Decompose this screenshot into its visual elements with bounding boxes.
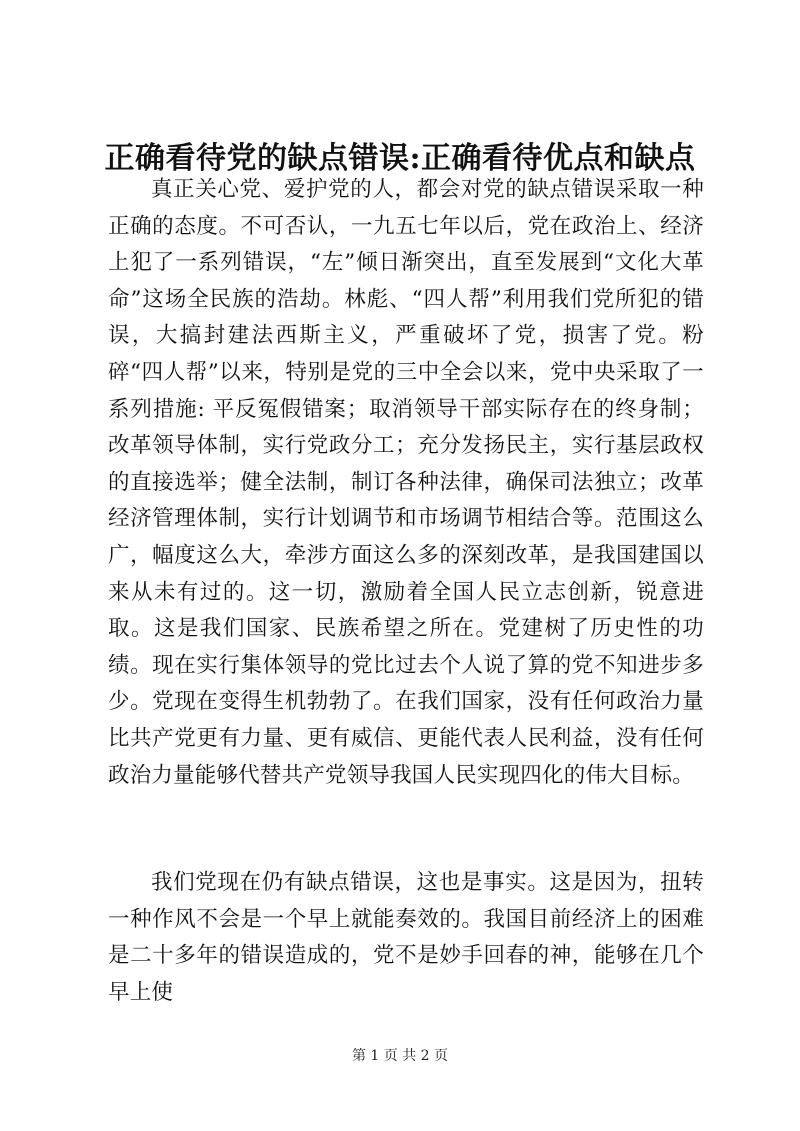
body-paragraph-1: 真正关心党、爱护党的人，都会对党的缺点错误采取一种正确的态度。不可否认，一九五七年以后，党在政治上、经济上犯了一系列错误，“左”倾日渐突出，直至发展到“文化大革命”这场全民族的浩劫。林彪、“四人帮”利用我们党所犯的错误，大搞封建法西斯主义，严重破坏了党，损害了党。粉碎“四人帮”以来，特别是党的三中全会以来，党中央采取了一系列措施: 平反冤假错案；取消领导干部实际存在的终身制；改革领导体制，实行党政分工；充分发扬民主，实行基层政权的直接选举；健全法制，制订各种法律，确保司法独立；改革经济管理体制，实行计划调节和市场调节相结合等。范围这么广，幅度这么大，牵涉方面这么多的深刻改革，是我国建国以来从未有过的。这一切，激励着全国人民立志创新，锐意进取。这是我们国家、民族希望之所在。党建树了历史性的功绩。现在实行集体领导的党比过去个人说了算的党不知进步多少。党现在变得生机勃勃了。在我们国家，没有任何政治力量比共产党更有力量、更有威信、更能代表人民利益，没有任何政治力量能够代替共产党领导我国人民实现四化的伟大目标。 [108, 177, 704, 788]
page-footer: 第 1 页 共 2 页 [351, 1048, 449, 1064]
document-title: 正确看待党的缺点错误:正确看待优点和缺点 [104, 141, 696, 176]
body-paragraph-2: 我们党现在仍有缺点错误，这也是事实。这是因为，扭转一种作风不会是一个早上就能奏效的。我国目前经济上的困难是二十多年的错误造成的，党不是妙手回春的神，能够在几个早上使 [108, 870, 704, 1005]
